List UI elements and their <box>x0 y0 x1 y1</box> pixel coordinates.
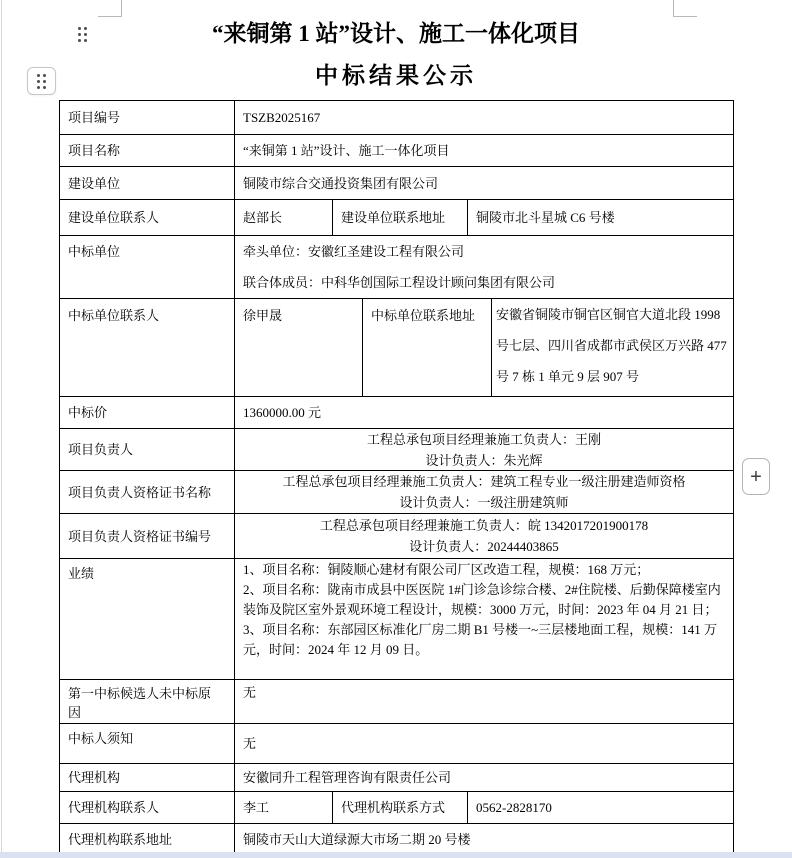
row-label-cell[interactable]: 代理机构联系人 <box>68 800 160 815</box>
row-label-cell[interactable]: 项目编号 <box>68 110 121 125</box>
table-row <box>60 723 733 763</box>
value-line: 设计负责人：一级注册建筑师 <box>399 495 569 510</box>
value-line: 牵头单位：安徽红圣建设工程有限公司 <box>243 244 465 259</box>
row-value-cell[interactable]: 1360000.00 元 <box>234 397 733 428</box>
table-row <box>60 428 733 470</box>
table-row <box>60 679 733 723</box>
row-label-cell[interactable]: 中标单位联系人 <box>68 308 160 323</box>
row-value-cell[interactable]: 无 <box>234 680 733 723</box>
row-label-cell[interactable]: 建设单位联系人 <box>68 210 160 225</box>
bid-result-table <box>59 100 734 855</box>
table-row <box>60 513 733 558</box>
document-title-line2[interactable]: 中标结果公示 <box>315 63 477 88</box>
value-line: 设计负责人：20244403865 <box>409 539 559 554</box>
row-label-cell[interactable]: 代理机构联系地址 <box>68 831 173 847</box>
row-label-cell[interactable]: 第一中标候选人未中标原因 <box>68 686 212 720</box>
table-row <box>60 235 733 298</box>
value-line: 设计负责人：朱光辉 <box>425 452 543 468</box>
row-label-cell[interactable]: 建设单位联系地址 <box>332 200 467 235</box>
row-value-cell[interactable]: 铜陵市综合交通投资集团有限公司 <box>234 167 733 199</box>
row-value-cell[interactable]: 安徽省铜陵市铜官区铜官大道北段 1998 号七层、四川省成都市武侯区万兴路 477 号 7 栋 1 单元 9 层 907 号 <box>491 299 733 396</box>
table-row <box>60 558 733 679</box>
row-label-cell[interactable]: 中标价 <box>68 405 108 420</box>
row-label-cell[interactable]: 项目负责人 <box>68 442 134 457</box>
row-value-cell[interactable]: 铜陵市天山大道绿源大市场二期 20 号楼 <box>234 824 733 854</box>
row-value-cell[interactable]: 李工 <box>234 792 332 823</box>
drag-handle-icon[interactable] <box>78 27 87 42</box>
row-label-cell[interactable]: 中标单位 <box>68 244 121 259</box>
row-value-cell[interactable] <box>234 559 733 679</box>
table-row <box>60 823 733 854</box>
text-boundary-mark-top-right <box>673 0 697 17</box>
row-label-cell[interactable]: 建设单位 <box>68 175 121 191</box>
six-dots-icon <box>78 27 87 42</box>
row-value-cell[interactable]: 安徽同升工程管理咨询有限责任公司 <box>234 764 733 791</box>
row-value-cell[interactable] <box>234 236 733 298</box>
row-value-cell[interactable]: 无 <box>234 724 733 763</box>
text-boundary-mark-top-left <box>98 0 122 17</box>
page-left-edge <box>1 0 2 858</box>
plus-icon: + <box>750 465 762 488</box>
document-title-line1[interactable]: “来铜第 1 站”设计、施工一体化项目 <box>212 21 580 46</box>
table-row <box>60 763 733 791</box>
row-label-cell[interactable]: 中标人须知 <box>68 731 134 746</box>
table-drag-handle-button[interactable] <box>27 67 56 95</box>
row-label-cell[interactable]: 代理机构 <box>68 770 121 785</box>
row-label-cell[interactable]: 项目负责人资格证书名称 <box>68 484 212 500</box>
row-value-cell[interactable] <box>234 429 733 470</box>
row-value-cell[interactable]: 徐甲晟 <box>234 299 362 396</box>
table-row <box>60 470 733 513</box>
row-value-cell[interactable]: 铜陵市北斗星城 C6 号楼 <box>467 200 733 235</box>
row-label-cell[interactable]: 代理机构联系方式 <box>332 792 467 823</box>
table-row <box>60 396 733 428</box>
row-value-cell[interactable]: “来铜第 1 站”设计、施工一体化项目 <box>234 135 733 166</box>
add-column-button[interactable] <box>742 458 770 495</box>
table-row <box>60 101 733 134</box>
bottom-selection-strip <box>0 852 792 858</box>
table-row <box>60 166 733 199</box>
row-value-cell[interactable]: TSZB2025167 <box>234 101 733 134</box>
table-row <box>60 298 733 396</box>
table-row <box>60 134 733 166</box>
value-line: 3、项目名称：东部园区标准化厂房二期 B1 号楼一~三层楼地面工程，规模：141 万元，时间：2024 年 12 月 09 日。 <box>243 622 717 657</box>
row-label-cell[interactable]: 中标单位联系地址 <box>362 299 491 396</box>
value-line: 联合体成员：中科华创国际工程设计顾问集团有限公司 <box>243 275 556 290</box>
row-value-cell[interactable]: 0562-2828170 <box>467 792 733 823</box>
table-row <box>60 199 733 235</box>
row-value-cell[interactable]: 赵部长 <box>234 200 332 235</box>
row-label-cell[interactable]: 项目负责人资格证书编号 <box>68 528 212 544</box>
six-dots-icon <box>37 74 46 89</box>
value-line: 2、项目名称：陇南市成县中医医院 1#门诊急诊综合楼、2#住院楼、后勤保障楼室内装饰及院区室外景观环境工程设计，规模：3000 万元，时间：2023 年 04 月 21 日； <box>243 582 721 617</box>
value-line: 工程总承包项目经理兼施工负责人：王刚 <box>366 431 601 447</box>
table-row <box>60 791 733 823</box>
value-line: 工程总承包项目经理兼施工负责人：皖 1342017201900178 <box>319 518 649 533</box>
row-value-cell[interactable] <box>234 514 733 558</box>
value-line: 1、项目名称：铜陵顺心建材有限公司厂区改造工程，规模：168 万元； <box>243 562 650 577</box>
row-label-cell[interactable]: 项目名称 <box>68 143 121 158</box>
row-label-cell[interactable]: 业绩 <box>68 566 95 581</box>
row-value-cell[interactable] <box>234 471 733 513</box>
value-line: 工程总承包项目经理兼施工负责人：建筑工程专业一级注册建造师资格 <box>282 474 686 489</box>
